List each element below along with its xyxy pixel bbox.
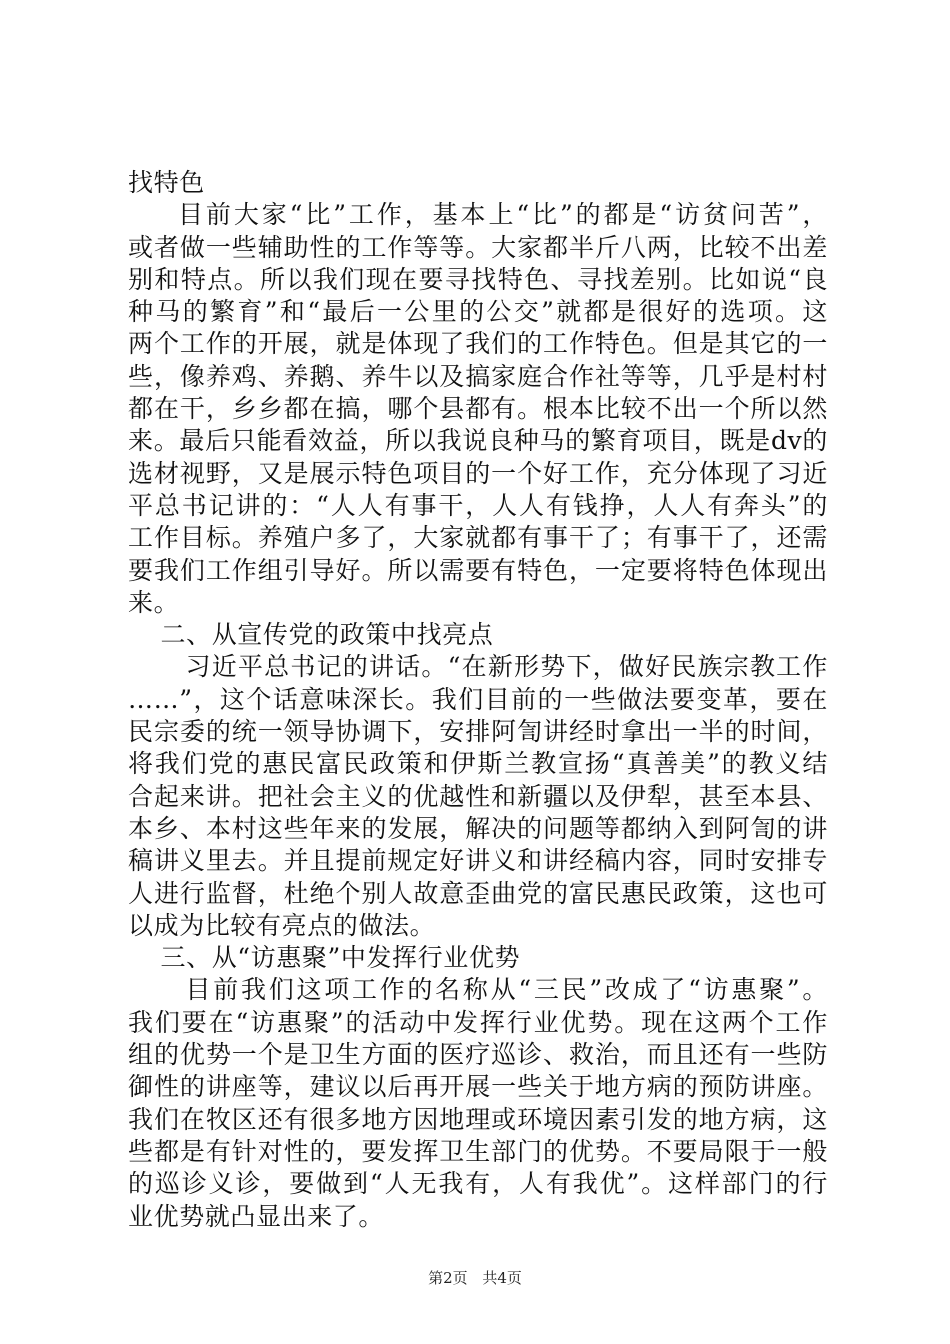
text-line: 些都是有针对性的，要发挥卫生部门的优势。不要局限于一般 <box>128 1136 828 1166</box>
text-line: 工作目标。养殖户多了，大家就都有事干了；有事干了，还需 <box>128 523 828 553</box>
text-line: 人进行监督，杜绝个别人故意歪曲党的富民惠民政策，这也可 <box>128 878 828 908</box>
text-line: 来。 <box>128 587 180 617</box>
document-body <box>128 167 828 1233</box>
page-footer <box>0 1267 950 1288</box>
text-line: ……”，这个话意味深长。我们目前的一些做法要变革，要在 <box>128 684 828 714</box>
text-line: 业优势就凸显出来了。 <box>128 1201 385 1231</box>
text-line: 三、从“访惠聚”中发挥行业优势 <box>160 943 521 973</box>
page-total: 共4页 <box>482 1269 522 1287</box>
text-line: 要我们工作组引导好。所以需要有特色，一定要将特色体现出 <box>128 555 828 585</box>
text-line: 合起来讲。把社会主义的优越性和新疆以及伊犁，甚至本县、 <box>128 781 828 811</box>
text-line: 以成为比较有亮点的做法。 <box>128 910 436 940</box>
text-line: 种马的繁育”和“最后一公里的公交”就都是很好的选项。这 <box>128 297 828 327</box>
text-line: 平总书记讲的：“人人有事干，人人有钱挣，人人有奔头”的 <box>128 490 828 520</box>
text-line: 民宗委的统一领导协调下，安排阿訇讲经时拿出一半的时间， <box>128 717 828 747</box>
text-line: 找特色 <box>128 168 205 197</box>
text-line: 别和特点。所以我们现在要寻找特色、寻找差别。比如说“良 <box>128 264 828 294</box>
text-line: 的巡诊义诊，要做到“人无我有，人有我优”。这样部门的行 <box>128 1169 828 1199</box>
text-line: 些，像养鸡、养鹅、养牛以及搞家庭合作社等等，几乎是村村 <box>128 361 828 391</box>
text-line: 本乡、本村这些年来的发展，解决的问题等都纳入到阿訇的讲 <box>128 813 828 843</box>
text-line: 我们要在“访惠聚”的活动中发挥行业优势。现在这两个工作 <box>128 1007 828 1037</box>
text-line: 组的优势一个是卫生方面的医疗巡诊、救治，而且还有一些防 <box>128 1040 828 1070</box>
text-line: 来。最后只能看效益，所以我说良种马的繁育项目，既是dv的 <box>128 426 828 456</box>
text-line: 将我们党的惠民富民政策和伊斯兰教宣扬“真善美”的教义结 <box>128 749 828 779</box>
text-line: 二、从宣传党的政策中找亮点 <box>160 620 494 650</box>
text-line: 目前我们这项工作的名称从“三民”改成了“访惠聚”。 <box>185 975 828 1005</box>
text-line: 习近平总书记的讲话。“在新形势下，做好民族宗教工作 <box>185 652 828 682</box>
text-line: 稿讲义里去。并且提前规定好讲义和讲经稿内容，同时安排专 <box>128 846 828 876</box>
text-line: 目前大家“比”工作，基本上“比”的都是“访贫问苦”， <box>178 200 828 230</box>
page-number: 第2页 <box>428 1269 468 1287</box>
text-line: 选材视野，又是展示特色项目的一个好工作，充分体现了习近 <box>128 458 828 488</box>
text-line: 御性的讲座等，建议以后再开展一些关于地方病的预防讲座。 <box>128 1072 828 1102</box>
text-line: 我们在牧区还有很多地方因地理或环境因素引发的地方病，这 <box>128 1104 828 1134</box>
text-line: 两个工作的开展，就是体现了我们的工作特色。但是其它的一 <box>128 329 828 359</box>
text-line: 或者做一些辅助性的工作等等。大家都半斤八两，比较不出差 <box>128 232 828 262</box>
text-line: 都在干，乡乡都在搞，哪个县都有。根本比较不出一个所以然 <box>128 394 828 424</box>
